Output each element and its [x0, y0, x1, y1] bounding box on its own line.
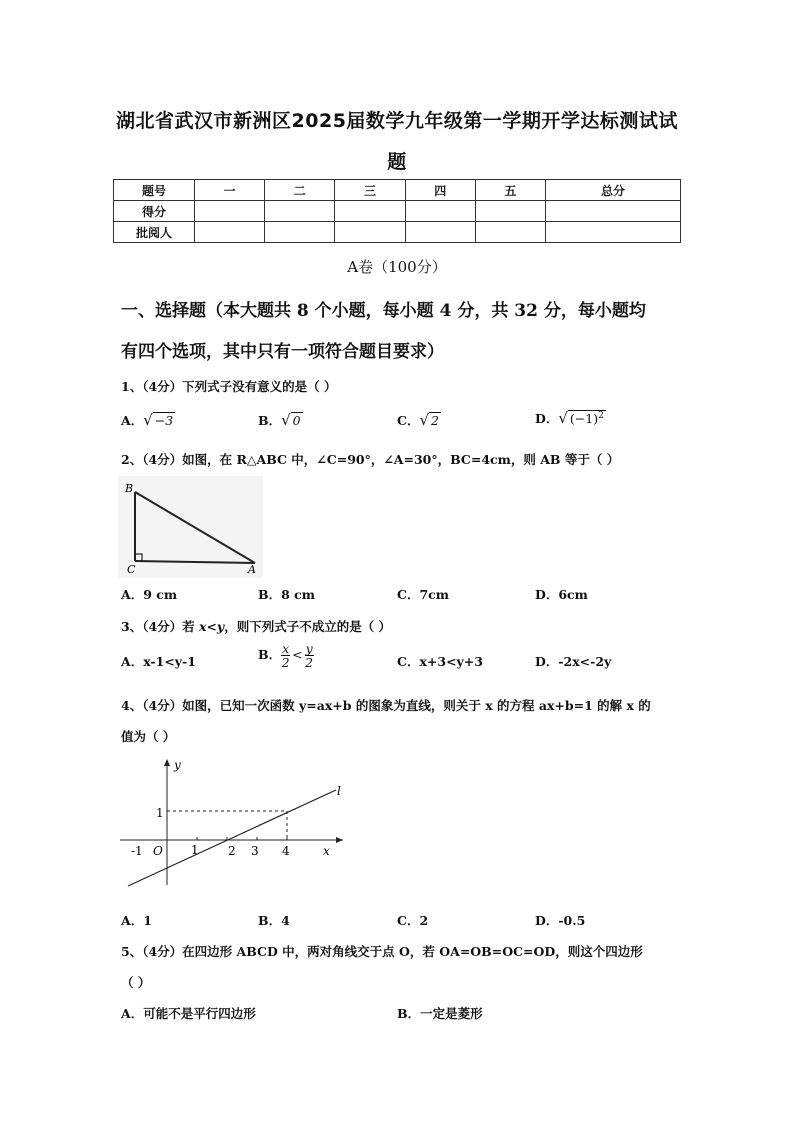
x-axis-label: x — [323, 844, 330, 858]
grader-cell[interactable] — [335, 222, 405, 243]
vertex-b-label: B — [125, 482, 134, 495]
grader-cell[interactable] — [265, 222, 335, 243]
grader-row — [114, 222, 681, 243]
section-heading-line2: 有四个选项，其中只有一项符合题目要求） — [121, 342, 444, 362]
option-label: A． — [121, 413, 144, 428]
section-heading-line1: 一、选择题（本大题共 8 个小题，每小题 4 分，共 32 分，每小题均 — [121, 301, 646, 321]
row-label: 得分 — [114, 201, 195, 222]
score-row — [114, 201, 681, 222]
q3-option-c[interactable]: C．x+3<y+3 — [397, 654, 483, 669]
tick-label: -1 — [131, 844, 143, 858]
vertex-c-label: C — [127, 563, 136, 576]
tick-label: 4 — [282, 844, 290, 858]
y-axis-arrow — [164, 759, 170, 766]
fraction-y-over-2: $\frac{y}{2}$ — [305, 641, 314, 671]
score-cell[interactable] — [405, 201, 475, 222]
question-3-stem: 3、（4分）若 x<y，则下列式子不成立的是（ ） — [121, 619, 392, 634]
grader-cell[interactable] — [195, 222, 265, 243]
q2-option-c[interactable]: C．7cm — [397, 587, 449, 602]
q3-option-a[interactable]: A．x-1<y-1 — [121, 654, 196, 669]
option-label: C． — [397, 413, 420, 428]
score-table — [113, 179, 681, 243]
header-cell: 总分 — [546, 180, 681, 201]
score-cell[interactable] — [475, 201, 545, 222]
tick-label: 3 — [251, 844, 259, 858]
radicand: 2 — [431, 413, 439, 428]
volume-a-heading: A卷（100分） — [347, 258, 447, 276]
header-cell: 四 — [405, 180, 475, 201]
grader-cell[interactable] — [405, 222, 475, 243]
q4-option-c[interactable]: C．2 — [397, 913, 429, 928]
q4-option-b[interactable]: B．4 — [258, 913, 290, 928]
question-2-stem: 2、（4分）如图，在 R△ABC 中，∠C=90°，∠A=30°，BC=4cm，则 AB 等于（ ） — [121, 452, 620, 467]
q4-option-d[interactable]: D．-0.5 — [535, 913, 586, 928]
linear-function-graph — [118, 755, 348, 895]
option-label: B． — [258, 647, 282, 663]
radicand: $(-1)^2$ — [569, 410, 604, 426]
q5-option-a[interactable]: A．可能不是平行四边形 — [121, 1006, 256, 1021]
header-cell: 五 — [475, 180, 545, 201]
q1-option-d[interactable]: D．√ $(-1)^2$ — [535, 409, 604, 427]
question-4-stem-line1: 4、（4分）如图，已知一次函数 y=ax+b 的图象为直线，则关于 x 的方程 ax+b=1 的解 x 的 — [121, 698, 651, 713]
header-cell: 二 — [265, 180, 335, 201]
score-cell[interactable] — [265, 201, 335, 222]
score-cell[interactable] — [335, 201, 405, 222]
vertex-a-label: A — [248, 563, 256, 576]
q1-option-c[interactable]: C．√ 2 — [397, 411, 439, 429]
question-5-stem-line1: 5、（4分）在四边形 ABCD 中，两对角线交于点 O，若 OA=OB=OC=OD，则这个四边形 — [121, 944, 643, 959]
radicand: 0 — [292, 413, 301, 428]
line-l — [128, 790, 336, 886]
q5-option-b[interactable]: B．一定是菱形 — [397, 1006, 483, 1021]
q3-option-d[interactable]: D．-2x<-2y — [535, 654, 612, 669]
q3-option-b[interactable]: B． $\frac{x}{2}$ < $\frac{y}{2}$ — [258, 641, 314, 671]
header-cell: 题号 — [114, 180, 195, 201]
right-triangle-figure — [118, 476, 263, 578]
option-label: B． — [258, 413, 282, 428]
origin-label: O — [153, 844, 163, 858]
question-4-stem-line2: 值为（ ） — [121, 729, 176, 744]
line-l-label: l — [337, 784, 341, 798]
q4-option-a[interactable]: A．1 — [121, 913, 152, 928]
radicand: −3 — [154, 413, 174, 428]
row-label: 批阅人 — [114, 222, 195, 243]
grader-cell[interactable] — [475, 222, 545, 243]
tick-label: 2 — [228, 844, 236, 858]
question-1-stem: 1、（4分）下列式子没有意义的是（ ） — [121, 379, 337, 394]
q1-option-a[interactable]: A．√ −3 — [121, 411, 174, 429]
document-title-line1: 湖北省武汉市新洲区2025届数学九年级第一学期开学达标测试试 — [116, 110, 678, 132]
header-cell: 一 — [195, 180, 265, 201]
q2-option-a[interactable]: A．9 cm — [121, 587, 178, 602]
tick-label: 1 — [156, 806, 164, 820]
tick-label: 1 — [191, 843, 199, 857]
grader-cell[interactable] — [546, 222, 681, 243]
header-cell: 三 — [335, 180, 405, 201]
y-axis-label: y — [174, 758, 181, 772]
score-cell[interactable] — [546, 201, 681, 222]
score-cell[interactable] — [195, 201, 265, 222]
fraction-x-over-2: $\frac{x}{2}$ — [281, 641, 290, 671]
q2-option-b[interactable]: B．8 cm — [258, 587, 315, 602]
option-label: D． — [535, 411, 559, 426]
score-table-header-row — [114, 180, 681, 201]
q2-option-d[interactable]: D．6cm — [535, 587, 588, 602]
question-5-stem-line2: （ ） — [121, 975, 151, 990]
x-axis-arrow — [336, 837, 343, 843]
document-title-line2: 题 — [387, 151, 407, 173]
q1-option-b[interactable]: B．√ 0 — [258, 411, 301, 429]
